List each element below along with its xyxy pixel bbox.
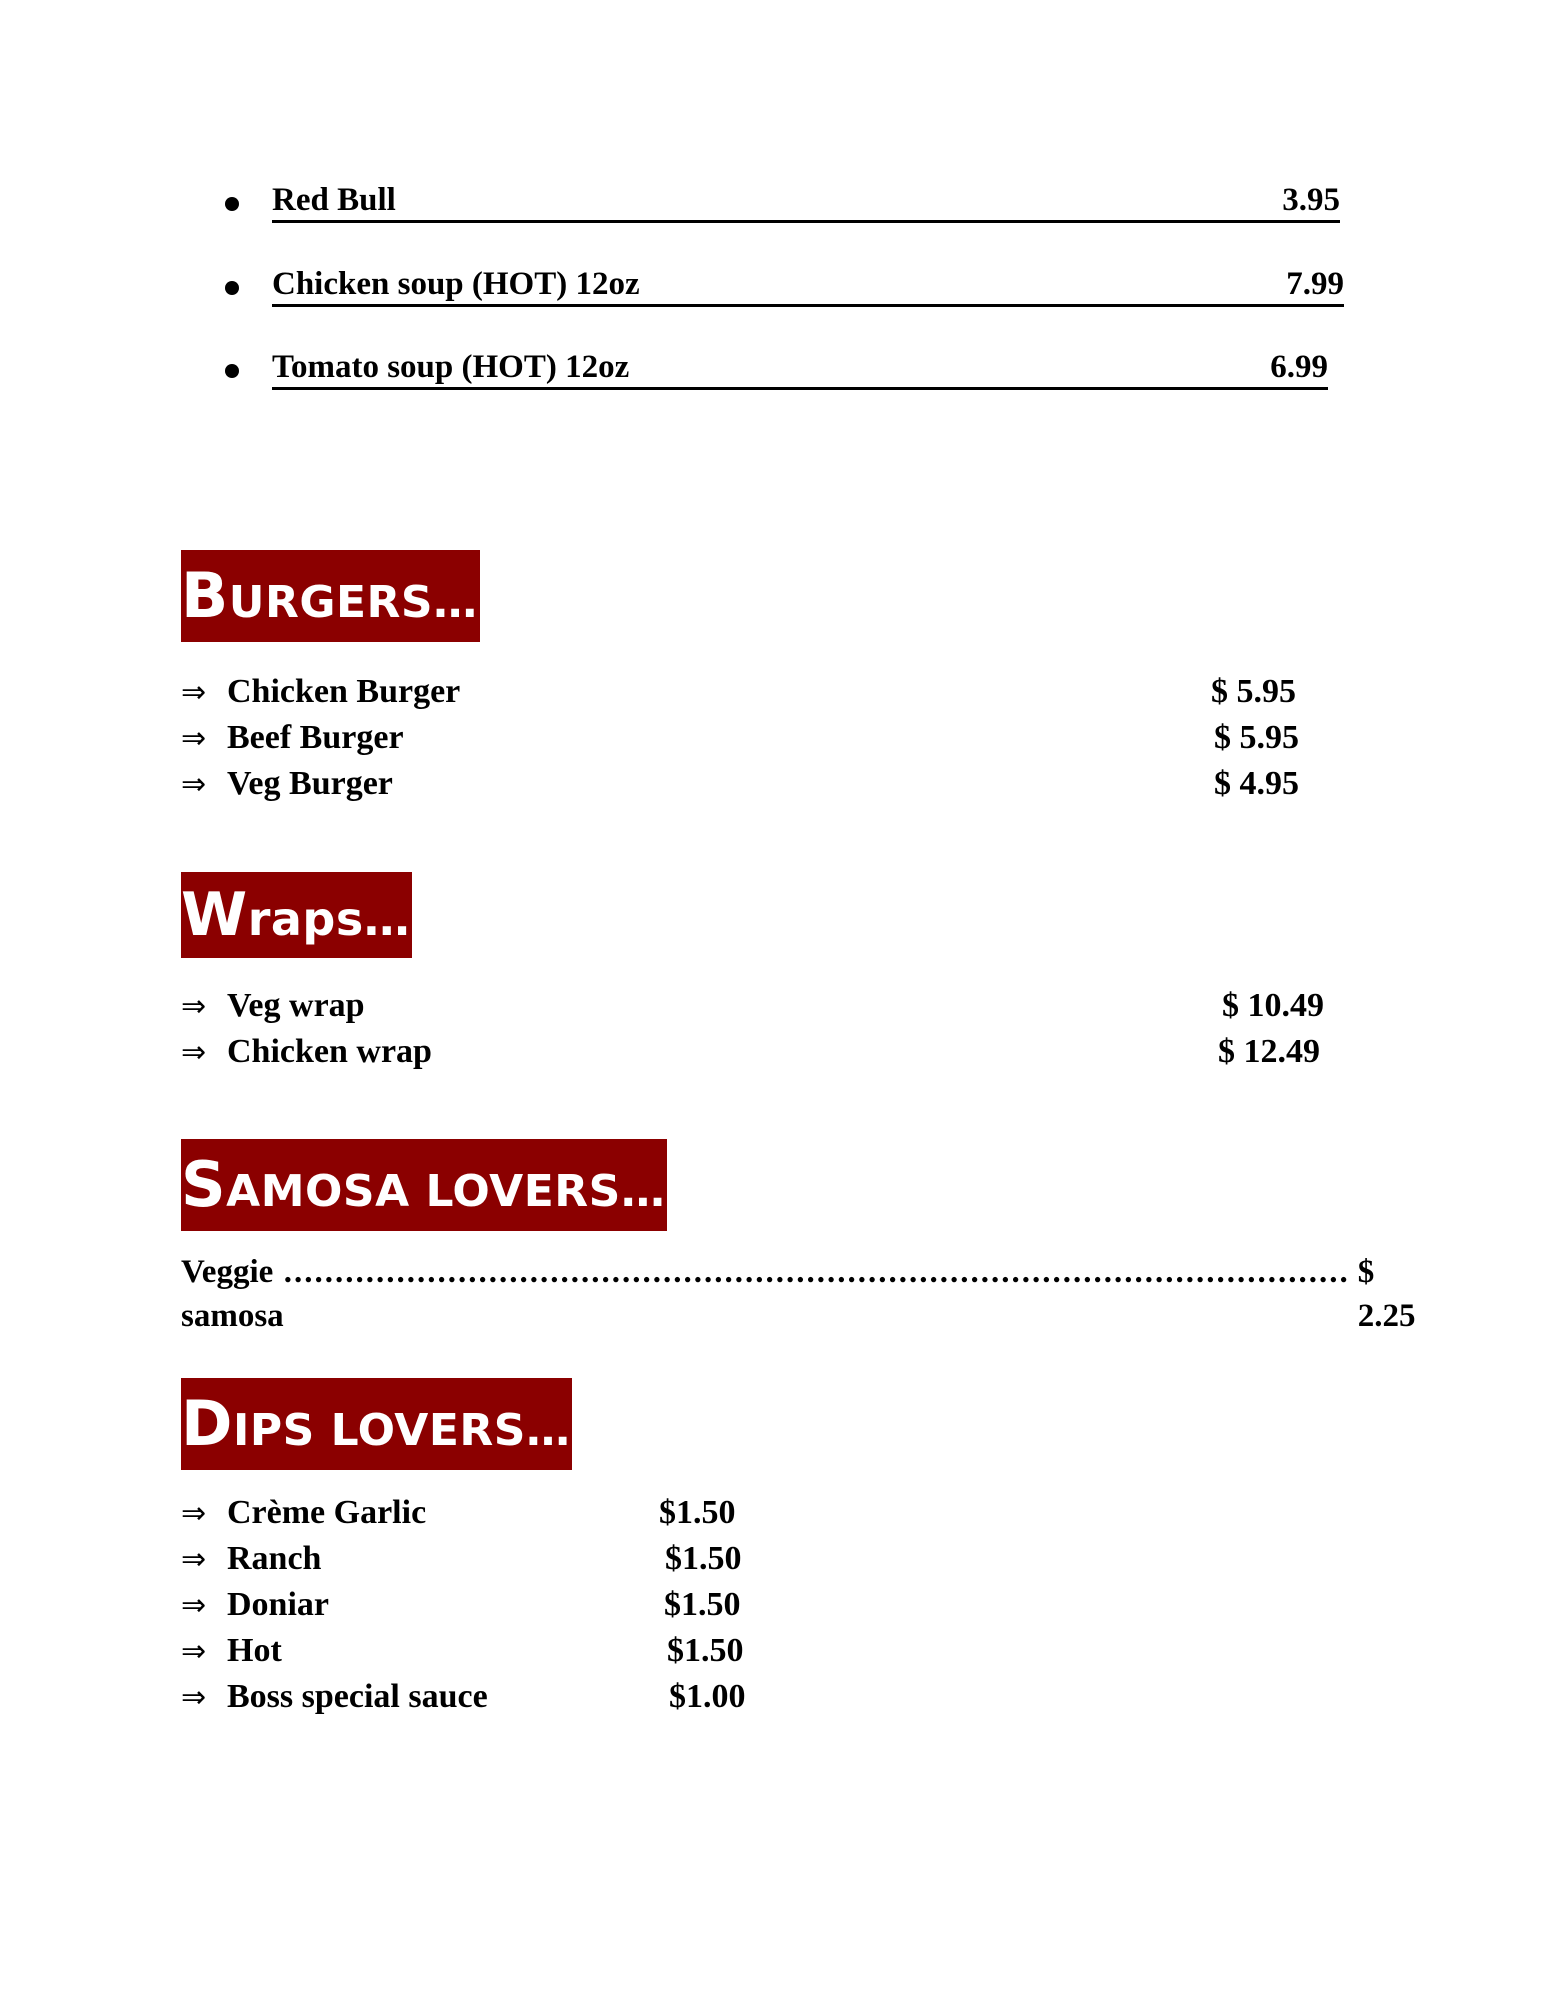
burger-name: Beef Burger	[227, 719, 404, 756]
dot-leader: ........................................................................................................	[283, 1254, 1350, 1290]
bullet-icon	[225, 364, 239, 378]
burger-price: $ 5.95	[1214, 719, 1299, 756]
dip-name: Ranch	[227, 1540, 322, 1577]
dip-name: Crème Garlic	[227, 1494, 427, 1531]
wrap-price: $ 12.49	[1218, 1033, 1320, 1070]
wrap-name: Veg wrap	[227, 987, 365, 1024]
dip-item	[181, 1537, 321, 1582]
arrow-right-icon: ⇒	[181, 1035, 207, 1070]
wrap-name: Chicken wrap	[227, 1033, 432, 1070]
arrow-right-icon: ⇒	[181, 989, 207, 1024]
burger-item	[181, 716, 404, 761]
wrap-item	[181, 984, 365, 1029]
arrow-right-icon: ⇒	[181, 675, 207, 710]
dip-price: $1.50	[667, 1632, 744, 1669]
burger-price: $ 4.95	[1214, 765, 1299, 802]
burger-item	[181, 670, 460, 715]
arrow-right-icon: ⇒	[181, 1634, 207, 1669]
burger-price: $ 5.95	[1211, 673, 1296, 710]
bullet-icon	[225, 281, 239, 295]
drink-row	[272, 180, 1340, 223]
drink-name: Red Bull	[272, 182, 396, 218]
dips-header: DIPS LOVERS…	[181, 1378, 572, 1470]
dip-item	[181, 1491, 426, 1536]
burger-name: Chicken Burger	[227, 673, 461, 710]
dip-item	[181, 1675, 488, 1720]
dip-price: $1.50	[664, 1586, 741, 1623]
drink-price: 7.99	[1286, 266, 1344, 302]
dip-item	[181, 1629, 282, 1674]
samosa-header: SAMOSA LOVERS…	[181, 1139, 667, 1231]
arrow-right-icon: ⇒	[181, 1680, 207, 1715]
dip-price: $1.50	[659, 1494, 736, 1531]
burger-name: Veg Burger	[227, 765, 393, 802]
wraps-header: Wraps…	[181, 872, 412, 958]
arrow-right-icon: ⇒	[181, 1496, 207, 1531]
drink-price: 6.99	[1270, 349, 1328, 385]
dip-price: $1.00	[669, 1678, 746, 1715]
dip-name: Hot	[227, 1632, 282, 1669]
wrap-price: $ 10.49	[1222, 987, 1324, 1024]
arrow-right-icon: ⇒	[181, 721, 207, 756]
wrap-item	[181, 1030, 432, 1075]
arrow-right-icon: ⇒	[181, 767, 207, 802]
burger-item	[181, 762, 393, 807]
samosa-item	[181, 1250, 1416, 1338]
drink-row	[272, 347, 1328, 390]
dip-item	[181, 1583, 329, 1628]
drink-name: Tomato soup (HOT) 12oz	[272, 349, 630, 385]
samosa-price: $ 2.25	[1357, 1254, 1416, 1334]
dip-name: Boss special sauce	[227, 1678, 488, 1715]
drink-name: Chicken soup (HOT) 12oz	[272, 266, 640, 302]
dip-price: $1.50	[665, 1540, 742, 1577]
dip-name: Doniar	[227, 1586, 329, 1623]
drink-row	[272, 264, 1344, 307]
arrow-right-icon: ⇒	[181, 1588, 207, 1623]
samosa-name: Veggie samosa	[181, 1254, 284, 1334]
drink-price: 3.95	[1282, 182, 1340, 218]
bullet-icon	[225, 197, 239, 211]
arrow-right-icon: ⇒	[181, 1542, 207, 1577]
burgers-header: BURGERS…	[181, 550, 480, 642]
